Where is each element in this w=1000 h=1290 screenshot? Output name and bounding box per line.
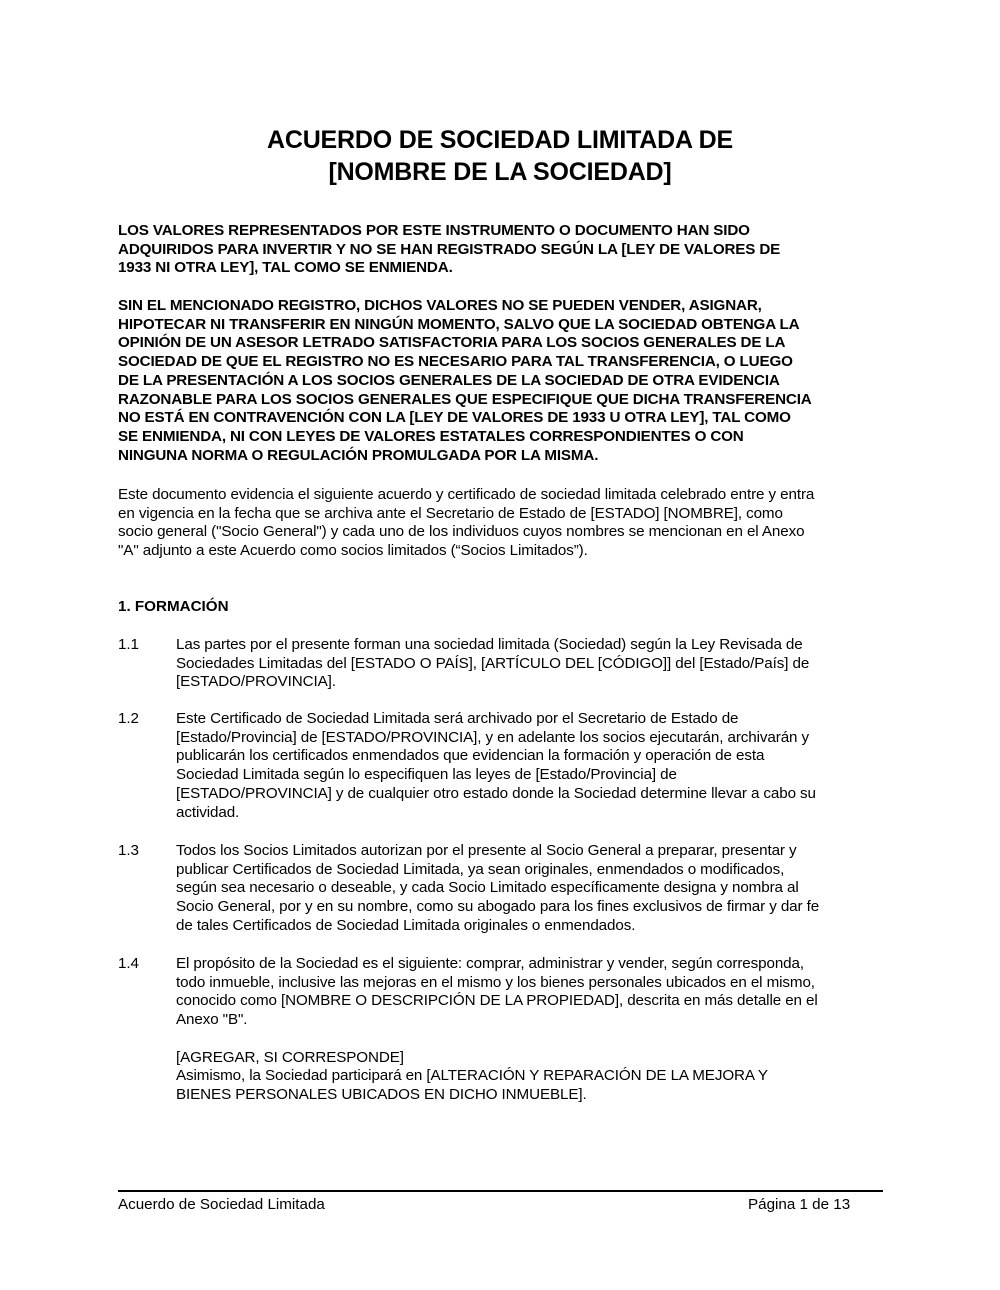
clause-number: 1.3 [118, 842, 139, 859]
notice-line: OPINIÓN DE UN ASESOR LETRADO SATISFACTORIA PARA LOS SOCIOS GENERALES DE LA [118, 334, 786, 352]
clause-text [176, 842, 886, 936]
blank-line [176, 1030, 886, 1049]
clause-line: conocido como [NOMBRE O DESCRIPCIÓN DE LA PROPIEDAD], descrita en más detalle en el [176, 992, 818, 1010]
clause-text [176, 710, 886, 822]
clause-number: 1.2 [118, 710, 139, 727]
notice-line: NO ESTÁ EN CONTRAVENCIÓN CON LA [LEY DE VALORES DE 1933 U OTRA LEY], TAL COMO [118, 409, 791, 427]
notice-line: HIPOTECAR NI TRANSFERIR EN NINGÚN MOMENTO, SALVO QUE LA SOCIEDAD OBTENGA LA [118, 315, 800, 333]
clause-line: publicarán los certificados enmendados que evidencian la formación y operación de esta [176, 747, 765, 765]
intro-paragraph [118, 486, 888, 561]
clause-line: Todos los Socios Limitados autorizan por el presente al Socio General a preparar, presentar y [176, 842, 797, 859]
clause-line: [ESTADO/PROVINCIA]. [176, 673, 336, 691]
intro-line: Este documento evidencia el siguiente acuerdo y certificado de sociedad limitada celebrado entre y entra [118, 486, 815, 503]
footer-divider [118, 1190, 883, 1192]
clause-line: publicar Certificados de Sociedad Limitada, ya sean originales, enmendados o modificados, [176, 860, 785, 878]
addendum-line: BIENES PERSONALES UBICADOS EN DICHO INMUEBLE]. [176, 1085, 587, 1103]
intro-line: en vigencia en la fecha que se archiva ante el Secretario de Estado de [ESTADO] [NOMBRE], como [118, 504, 783, 522]
clause-line: [Estado/Provincia] de [ESTADO/PROVINCIA], y en adelante los socios ejecutarán, archivarán y [176, 728, 810, 746]
clause-line: todo inmueble, inclusive las mejoras en el mismo y los bienes personales ubicados en el mismo, [176, 973, 815, 991]
securities-notice [118, 222, 888, 278]
section-heading-formacion: 1. FORMACIÓN [118, 598, 229, 615]
footer-document-name: Acuerdo de Sociedad Limitada [118, 1196, 325, 1213]
clause-number: 1.4 [118, 955, 139, 972]
notice-line: ADQUIRIDOS PARA INVERTIR Y NO SE HAN REGISTRADO SEGÚN LA [LEY DE VALORES DE [118, 240, 781, 258]
clause-line: según sea necesario o deseable, y cada Socio Limitado específicamente designa y nombra al [176, 879, 799, 897]
addendum-label: [AGREGAR, SI CORRESPONDE] [176, 1048, 404, 1066]
notice-line: DE LA PRESENTACIÓN A LOS SOCIOS GENERALES DE LA SOCIEDAD DE OTRA EVIDENCIA [118, 371, 780, 389]
title-line: ACUERDO DE SOCIEDAD LIMITADA DE [266, 126, 734, 154]
intro-line: "A" adjunto a este Acuerdo como socios limitados (“Socios Limitados”). [118, 542, 588, 560]
notice-line: SOCIEDAD DE QUE EL REGISTRO NO ES NECESARIO PARA TAL TRANSFERENCIA, O LUEGO [118, 353, 793, 371]
clause-text [176, 955, 886, 1105]
notice-line: 1933 NI OTRA LEY], TAL COMO SE ENMIENDA. [118, 259, 453, 277]
title-line: [NOMBRE DE LA SOCIEDAD] [328, 158, 672, 186]
document-title [100, 124, 900, 188]
clause-line: de tales Certificados de Sociedad Limitada originales o enmendados. [176, 916, 636, 934]
notice-line: LOS VALORES REPRESENTADOS POR ESTE INSTRUMENTO O DOCUMENTO HAN SIDO [118, 222, 750, 239]
clause-line: Las partes por el presente forman una sociedad limitada (Sociedad) según la Ley Revisada de [176, 636, 803, 653]
clause-line: Socio General, por y en su nombre, como su abogado para los fines exclusivos de firmar y dar fe [176, 898, 820, 916]
notice-line: RAZONABLE PARA LOS SOCIOS GENERALES QUE ESPECIFIQUE QUE DICHA TRANSFERENCIA [118, 390, 812, 408]
clause-text [176, 636, 886, 692]
clause-line: [ESTADO/PROVINCIA] y de cualquier otro estado donde la Sociedad determine llevar a cabo su [176, 784, 816, 802]
clause-number: 1.1 [118, 636, 139, 653]
notice-line: SE ENMIENDA, NI CON LEYES DE VALORES ESTATALES CORRESPONDIENTES O CON [118, 427, 744, 445]
notice-line: NINGUNA NORMA O REGULACIÓN PROMULGADA POR LA MISMA. [118, 446, 599, 464]
transfer-restriction-notice [118, 297, 888, 465]
clause-line: Este Certificado de Sociedad Limitada será archivado por el Secretario de Estado de [176, 710, 739, 727]
clause-line: Sociedad Limitada según lo especifiquen las leyes de [Estado/Provincia] de [176, 766, 677, 784]
clause-line: Anexo "B". [176, 1011, 248, 1029]
footer-page-number: Página 1 de 13 [748, 1196, 851, 1213]
intro-line: socio general ("Socio General") y cada uno de los individuos cuyos nombres se mencionan en el Anexo [118, 523, 805, 541]
clause-line: Sociedades Limitadas del [ESTADO O PAÍS], [ARTÍCULO DEL [CÓDIGO]] del [Estado/País] de [176, 654, 810, 672]
notice-line: SIN EL MENCIONADO REGISTRO, DICHOS VALORES NO SE PUEDEN VENDER, ASIGNAR, [118, 297, 762, 314]
clause-line: El propósito de la Sociedad es el siguiente: comprar, administrar y vender, según corresponda, [176, 955, 804, 972]
addendum-line: Asimismo, la Sociedad participará en [ALTERACIÓN Y REPARACIÓN DE LA MEJORA Y [176, 1067, 768, 1085]
clause-line: actividad. [176, 803, 240, 821]
